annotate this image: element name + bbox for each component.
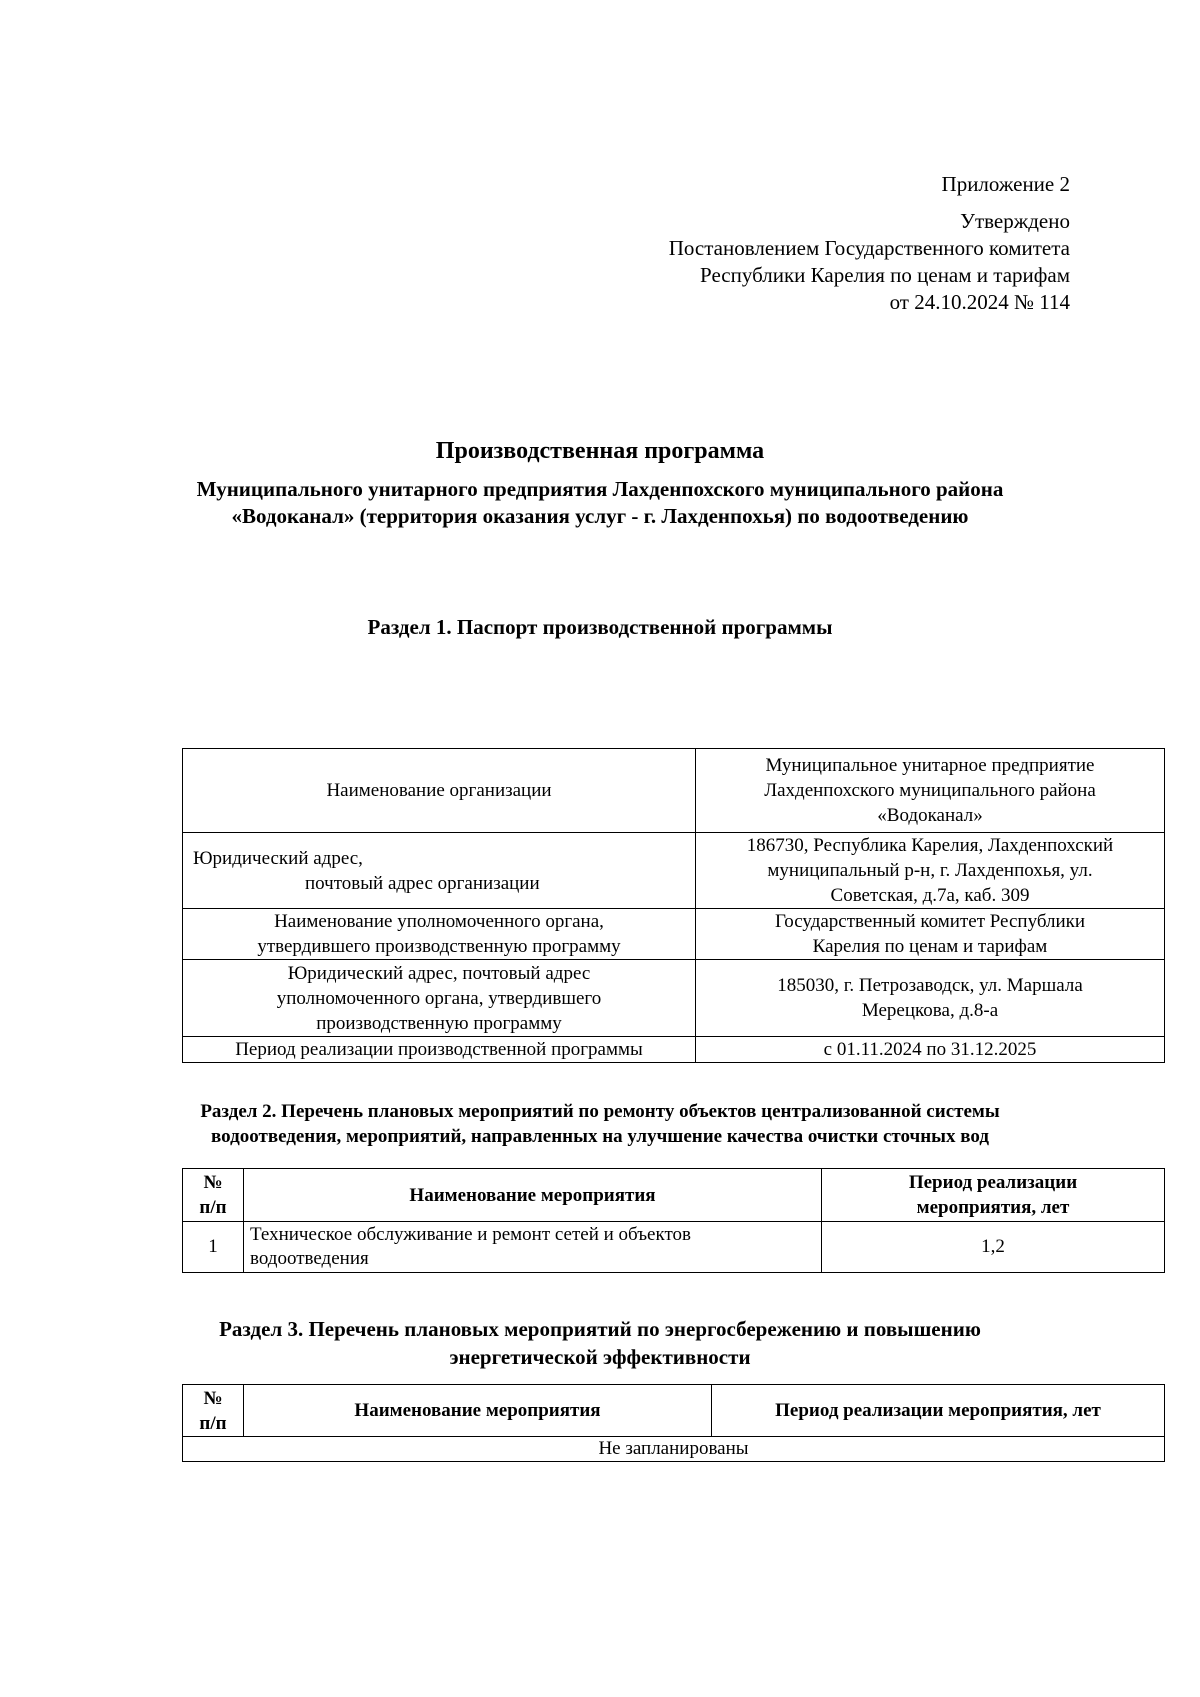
section-1-title: Раздел 1. Паспорт производственной программы bbox=[367, 615, 833, 639]
table-header-row bbox=[183, 1169, 1165, 1222]
approved-label: Утверждено bbox=[960, 209, 1070, 233]
column-header-number bbox=[183, 1169, 244, 1222]
cell-period: 1,2 bbox=[822, 1222, 1165, 1273]
passport-value bbox=[696, 1037, 1165, 1063]
cell-name bbox=[244, 1222, 822, 1273]
decree-line-2: Республики Карелия по ценам и тарифам bbox=[700, 263, 1070, 287]
section-2-title bbox=[0, 1099, 1200, 1149]
passport-label bbox=[183, 909, 696, 960]
table-row bbox=[183, 1222, 1165, 1273]
decree-date: от 24.10.2024 № 114 bbox=[889, 290, 1070, 314]
empty-state-cell: Не запланированы bbox=[183, 1437, 1165, 1462]
passport-label bbox=[183, 960, 696, 1037]
label-line: Наименование организации bbox=[326, 780, 552, 801]
table-row bbox=[183, 909, 1165, 960]
table-row bbox=[183, 960, 1165, 1037]
passport-value bbox=[696, 960, 1165, 1037]
passport-label bbox=[183, 1037, 696, 1063]
decree-line-1: Постановлением Государственного комитета bbox=[668, 236, 1070, 260]
document-subtitle bbox=[0, 476, 1200, 530]
label-line: Период реализации производственной программы bbox=[235, 1039, 643, 1060]
subtitle-line-1: Муниципального унитарного предприятия Лахденпохского муниципального района bbox=[196, 477, 1004, 501]
passport-value bbox=[696, 909, 1165, 960]
value-line: муниципальный р-н, г. Лахденпохья, ул. bbox=[767, 860, 1093, 881]
section-3-title-line-1: Раздел 3. Перечень плановых мероприятий по энергосбережению и повышению bbox=[219, 1317, 981, 1341]
value-line: 185030, г. Петрозаводск, ул. Маршала bbox=[777, 975, 1083, 996]
label-line: Юридический адрес, bbox=[193, 847, 363, 869]
column-header-number bbox=[183, 1385, 244, 1437]
value-line: с 01.11.2024 по 31.12.2025 bbox=[823, 1039, 1037, 1060]
table-row bbox=[183, 1037, 1165, 1063]
section-3-table bbox=[182, 1384, 1165, 1462]
cell-line: водоотведения bbox=[250, 1248, 369, 1269]
section-2-title-line-2: водоотведения, мероприятий, направленных на улучшение качества очистки сточных вод bbox=[211, 1126, 989, 1147]
header-line: № bbox=[203, 1387, 223, 1409]
cell-line: Техническое обслуживание и ремонт сетей и объектов bbox=[250, 1224, 691, 1245]
section-2-table bbox=[182, 1168, 1165, 1273]
value-line: Мерецкова, д.8-а bbox=[861, 1000, 999, 1021]
section-2-title-line-1: Раздел 2. Перечень плановых мероприятий по ремонту объектов централизованной системы bbox=[200, 1101, 1000, 1122]
value-line: Карелия по ценам и тарифам bbox=[812, 936, 1048, 957]
header-line: № bbox=[203, 1172, 223, 1193]
value-line: Государственный комитет Республики bbox=[774, 911, 1086, 932]
label-line: Наименование уполномоченного органа, bbox=[274, 911, 604, 932]
passport-table bbox=[182, 748, 1165, 1063]
label-line: Юридический адрес, почтовый адрес bbox=[287, 962, 591, 984]
passport-label bbox=[183, 833, 696, 909]
header-line: Период реализации bbox=[908, 1172, 1078, 1193]
cell-number: 1 bbox=[183, 1222, 244, 1273]
label-line: производственную программу bbox=[316, 1012, 562, 1034]
subtitle-line-2: «Водоканал» (территория оказания услуг - г. Лахденпохья) по водоотведению bbox=[231, 504, 969, 528]
column-header-name: Наименование мероприятия bbox=[244, 1385, 712, 1437]
value-line: Советская, д.7а, каб. 309 bbox=[830, 885, 1030, 906]
document-title: Производственная программа bbox=[435, 438, 765, 464]
table-row bbox=[183, 833, 1165, 909]
value-line: Лахденпохского муниципального района bbox=[764, 780, 1096, 801]
value-line: 186730, Республика Карелия, Лахденпохский bbox=[746, 835, 1114, 856]
passport-value bbox=[696, 833, 1165, 909]
value-line: Муниципальное унитарное предприятие bbox=[765, 755, 1095, 776]
header-line: п/п bbox=[199, 1412, 227, 1434]
column-header-period bbox=[822, 1169, 1165, 1222]
passport-value bbox=[696, 749, 1165, 833]
header-line: п/п bbox=[199, 1197, 227, 1218]
passport-label bbox=[183, 749, 696, 833]
section-3-title-line-2: энергетической эффективности bbox=[449, 1345, 751, 1369]
section-3-title bbox=[0, 1315, 1200, 1371]
approval-block bbox=[669, 171, 1070, 316]
label-line: почтовый адрес организации bbox=[305, 872, 540, 894]
table-row bbox=[183, 749, 1165, 833]
column-header-period: Период реализации мероприятия, лет bbox=[712, 1385, 1165, 1437]
table-header-row bbox=[183, 1385, 1165, 1437]
header-line: мероприятия, лет bbox=[916, 1197, 1070, 1218]
annex-label: Приложение 2 bbox=[941, 172, 1070, 196]
label-line: уполномоченного органа, утвердившего bbox=[276, 987, 602, 1009]
value-line: «Водоканал» bbox=[877, 805, 983, 826]
table-row bbox=[183, 1437, 1165, 1462]
label-line: утвердившего производственную программу bbox=[257, 936, 621, 957]
column-header-name: Наименование мероприятия bbox=[244, 1169, 822, 1222]
